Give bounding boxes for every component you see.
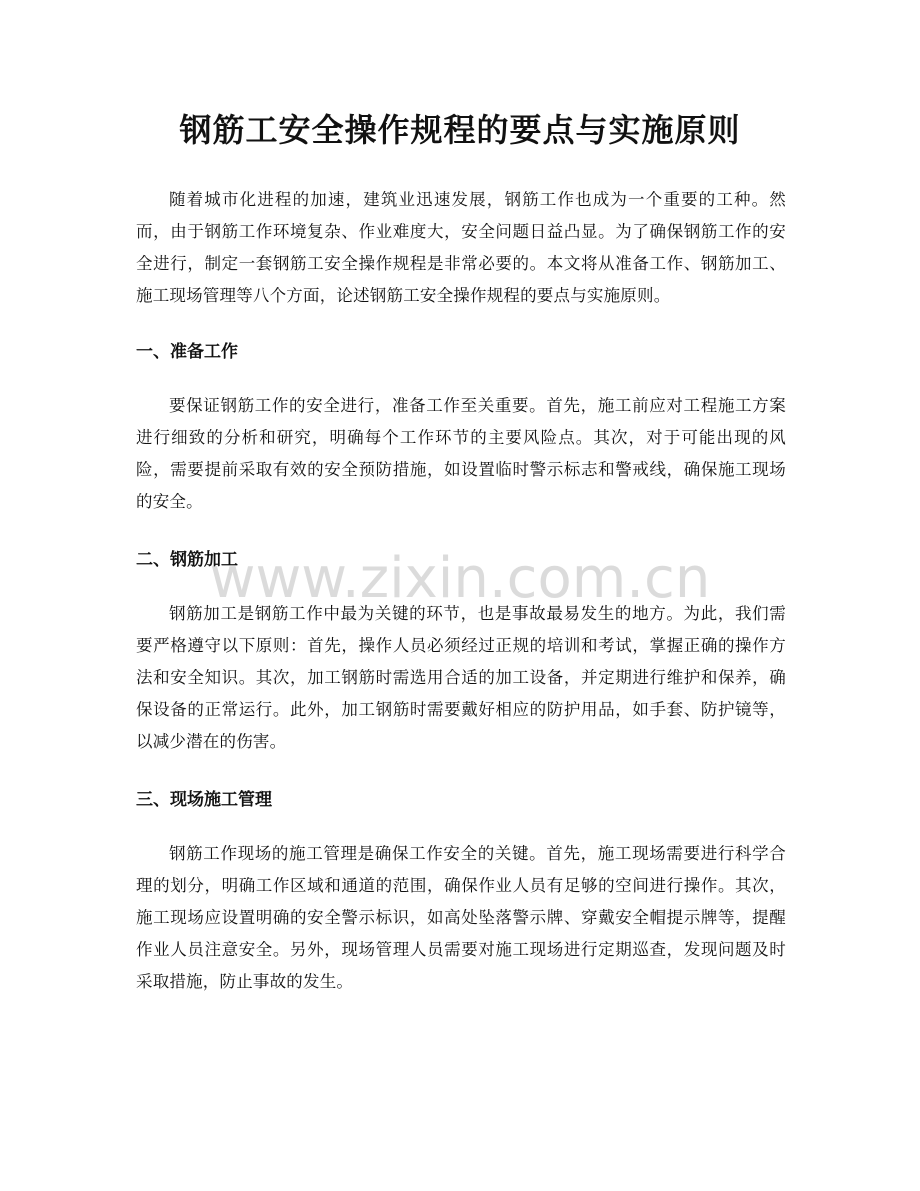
watermark: www.zixin.com.cn xyxy=(209,546,711,611)
document-title: 钢筋工安全操作规程的要点与实施原则 xyxy=(179,111,741,149)
section-body-rebar-processing: 钢筋加工是钢筋工作中最为关键的环节，也是事故最易发生的地方。为此，我们需要严格遵守以下原则：首先，操作人员必须经过正规的培训和考试，掌握正确的操作方法和安全知识。其次，加工钢筋时需选用合适的加工设备，并定期进行维护和保养，确保设备的正常运行。此外，加工钢筋时需要戴好相应的防护用品，如手套、防护镜等，以减少潜在的伤害。 xyxy=(136,604,786,751)
section-heading-preparation: 一、准备工作 xyxy=(136,342,238,362)
intro-paragraph: 随着城市化进程的加速，建筑业迅速发展，钢筋工作也成为一个重要的工种。然而，由于钢筋工作环境复杂、作业难度大，安全问题日益凸显。为了确保钢筋工作的安全进行，制定一套钢筋工安全操作规程是非常必要的。本文将从准备工作、钢筋加工、施工现场管理等八个方面，论述钢筋工安全操作规程的要点与实施原则。 xyxy=(136,190,786,305)
document-body xyxy=(136,184,786,998)
section-body-site-management: 钢筋工作现场的施工管理是确保工作安全的关键。首先，施工现场需要进行科学合理的划分，明确工作区域和通道的范围，确保作业人员有足够的空间进行操作。其次，施工现场应设置明确的安全警示标识，如高处坠落警示牌、穿戴安全帽提示牌等，提醒作业人员注意安全。另外，现场管理人员需要对施工现场进行定期巡查，发现问题及时采取措施，防止事故的发生。 xyxy=(136,844,786,991)
section-heading-site-management: 三、现场施工管理 xyxy=(136,790,272,810)
section-body-preparation: 要保证钢筋工作的安全进行，准备工作至关重要。首先，施工前应对工程施工方案进行细致的分析和研究，明确每个工作环节的主要风险点。其次，对于可能出现的风险，需要提前采取有效的安全预防措施，如设置临时警示标志和警戒线，确保施工现场的安全。 xyxy=(136,396,786,511)
section-heading-rebar-processing: 二、钢筋加工 xyxy=(136,550,238,570)
